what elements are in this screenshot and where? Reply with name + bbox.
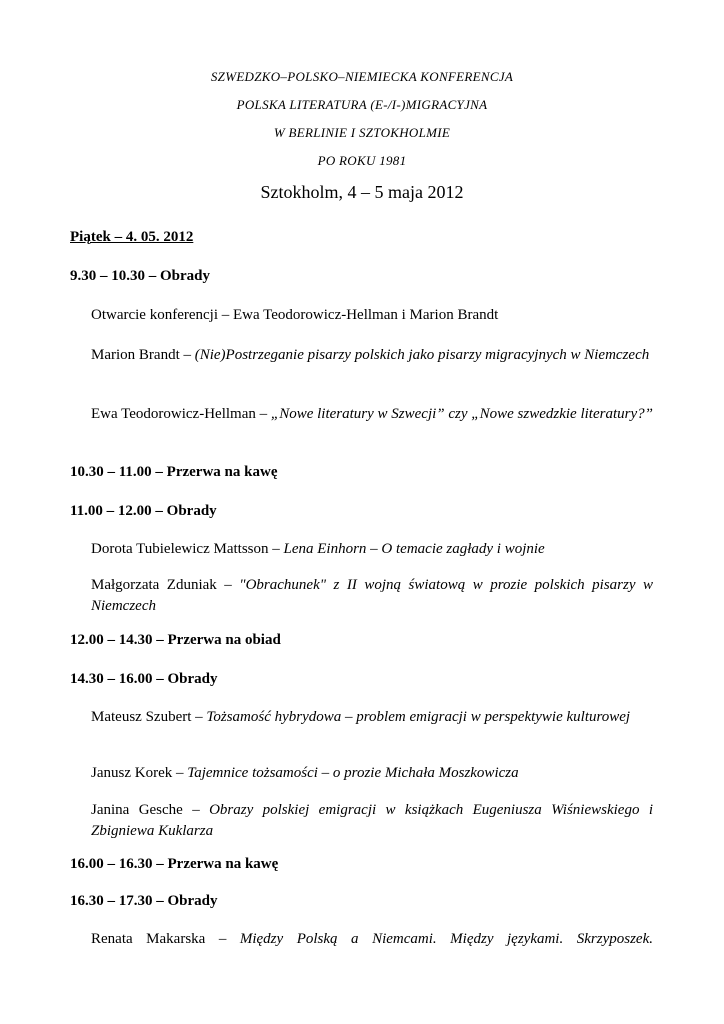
talk-title: (Nie)Postrzeganie pisarzy polskich jako pisarzy migracyjnych w Niemczech bbox=[194, 347, 650, 363]
time-slot: 16.30 – 17.30 – Obrady bbox=[70, 893, 218, 909]
conference-title-line-4: PO ROKU 1981 bbox=[317, 153, 407, 168]
agenda-item bbox=[91, 800, 653, 842]
time-slot: 12.00 – 14.30 – Przerwa na obiad bbox=[70, 632, 281, 648]
conference-title-line-2: POLSKA LITERATURA (E-/I-)MIGRACYJNA bbox=[236, 97, 488, 112]
conference-title-line-1: SZWEDZKO–POLSKO–NIEMIECKA KONFERENCJA bbox=[210, 69, 514, 84]
agenda-item bbox=[91, 707, 653, 728]
day-heading: Piątek – 4. 05. 2012 bbox=[70, 229, 194, 245]
agenda-item bbox=[91, 929, 653, 950]
talk-title: "Obrachunek" z II wojną światową w prozie polskich pisarzy w Niemczech bbox=[91, 577, 653, 614]
time-slot: 9.30 – 10.30 – Obrady bbox=[70, 268, 211, 284]
talk-title: Tajemnice tożsamości – o prozie Michała Moszkowicza bbox=[187, 765, 519, 781]
speaker-name: Janina Gesche – bbox=[91, 802, 210, 818]
conference-place-date: Sztokholm, 4 – 5 maja 2012 bbox=[260, 182, 464, 202]
agenda-item-text: Otwarcie konferencji – Ewa Teodorowicz-Hellman i Marion Brandt bbox=[91, 307, 499, 323]
agenda-item bbox=[91, 345, 653, 366]
conference-title-line-3: W BERLINIE I SZTOKHOLMIE bbox=[273, 125, 451, 140]
talk-title: Między Polską a Niemcami. Między językami. Skrzyposzek. bbox=[239, 931, 653, 947]
talk-title: Lena Einhorn – O temacie zagłady i wojnie bbox=[283, 541, 545, 557]
agenda-item bbox=[91, 575, 653, 617]
speaker-name: Małgorzata Zduniak – bbox=[91, 577, 240, 593]
time-slot: 11.00 – 12.00 – Obrady bbox=[70, 503, 217, 519]
agenda-item bbox=[91, 305, 653, 326]
time-slot: 14.30 – 16.00 – Obrady bbox=[70, 671, 218, 687]
speaker-name: Marion Brandt – bbox=[91, 347, 195, 363]
speaker-name: Ewa Teodorowicz-Hellman – bbox=[91, 406, 271, 422]
agenda-item bbox=[91, 763, 653, 784]
speaker-name: Mateusz Szubert – bbox=[91, 709, 207, 725]
talk-title: Tożsamość hybrydowa – problem emigracji w perspektywie kulturowej bbox=[206, 709, 631, 725]
speaker-name: Janusz Korek – bbox=[91, 765, 188, 781]
talk-title: „Nowe literatury w Szwecji” czy „Nowe szwedzkie literatury?” bbox=[270, 406, 653, 422]
speaker-name: Renata Makarska – bbox=[91, 931, 240, 947]
speaker-name: Dorota Tubielewicz Mattsson – bbox=[91, 541, 284, 557]
time-slot: 16.00 – 16.30 – Przerwa na kawę bbox=[70, 856, 279, 872]
agenda-item bbox=[91, 539, 653, 560]
agenda-item bbox=[91, 404, 653, 425]
time-slot: 10.30 – 11.00 – Przerwa na kawę bbox=[70, 464, 278, 480]
talk-title: Obrazy polskiej emigracji w książkach Eugeniusza Wiśniewskiego i Zbigniewa Kuklarza bbox=[91, 802, 653, 839]
